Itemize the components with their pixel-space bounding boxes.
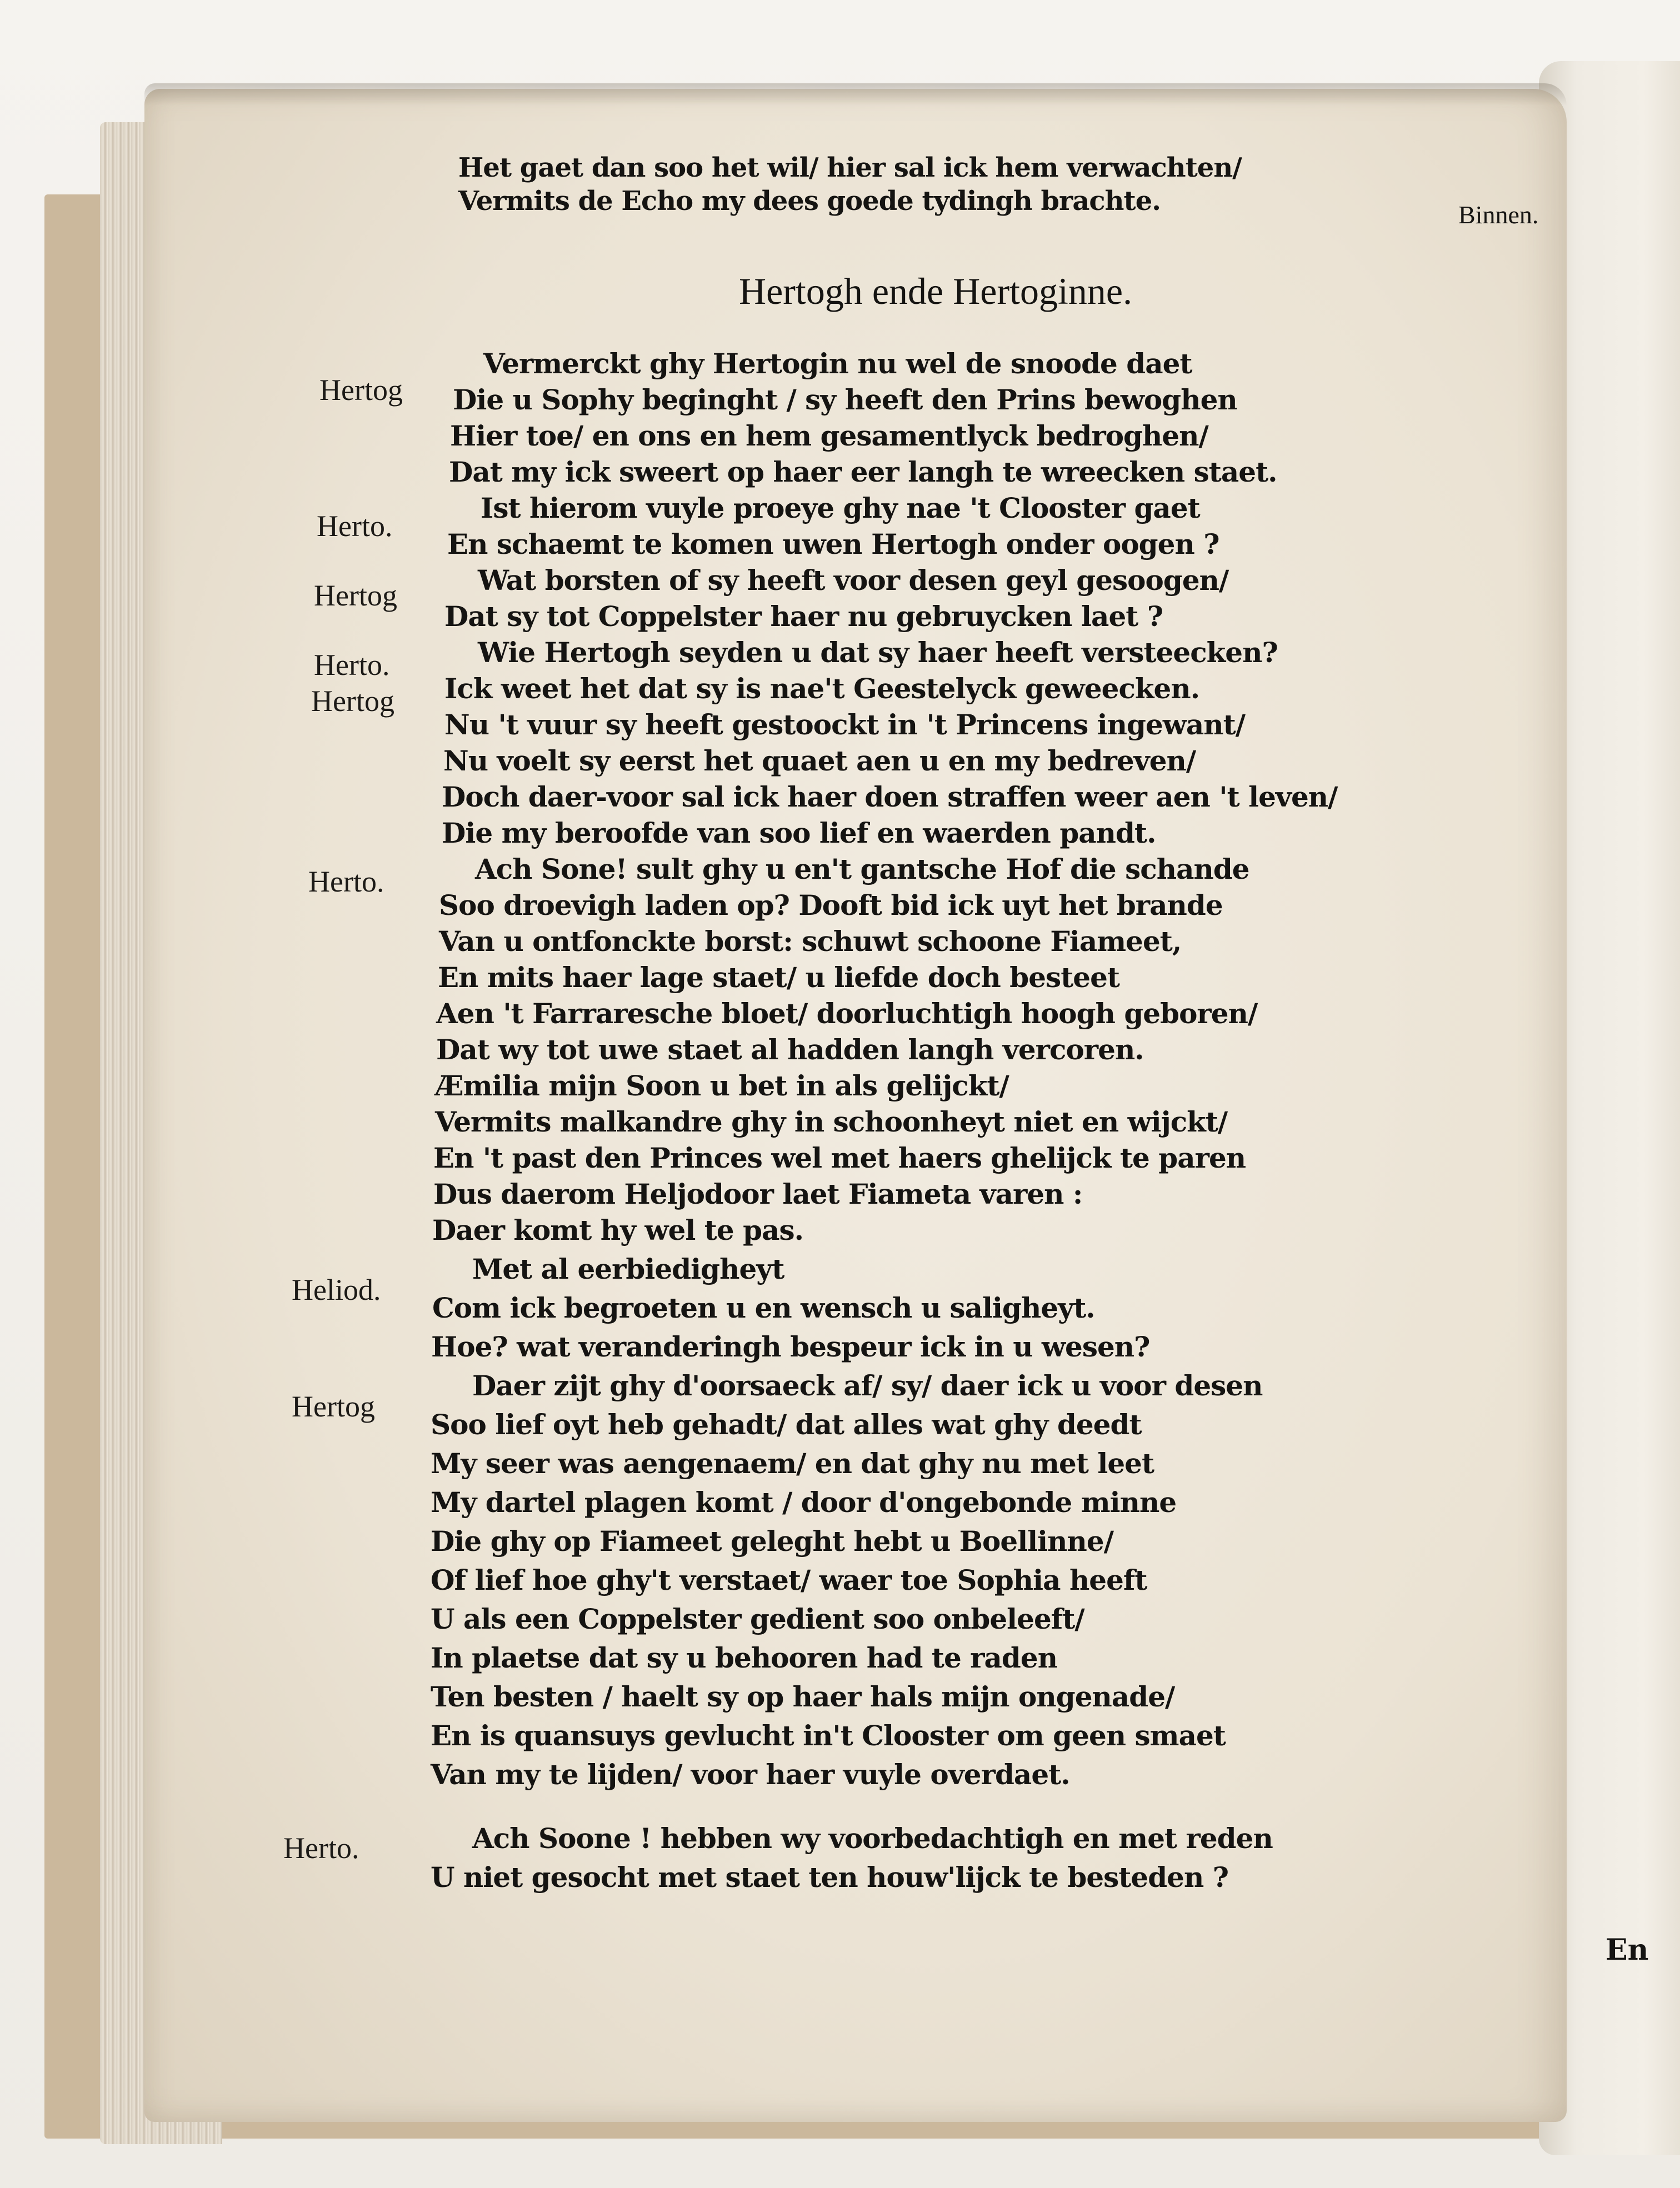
verse-line: U niet gesocht met staet ten houw'lijck te besteden ? [431, 1861, 1229, 1894]
speaker-label: Herto. [283, 1831, 359, 1865]
verse-line: Met al eerbiedigheyt [472, 1253, 784, 1285]
verse-line: Die u Sophy beginght / sy heeft den Prins bewoghen [453, 383, 1237, 416]
speaker-label: Herto. [308, 865, 384, 898]
verse-line: Dat my ick sweert op haer eer langh te wreecken staet. [449, 455, 1277, 488]
page-top-shadow [144, 83, 1567, 106]
verse-line: Dat wy tot uwe staet al hadden langh vercoren. [436, 1033, 1144, 1066]
speaker-label: Hertog [292, 1390, 375, 1423]
verse-line: Daer zijt ghy d'oorsaeck af/ sy/ daer ick u voor desen [472, 1369, 1263, 1402]
verse-line: Hoe? wat veranderingh bespeur ick in u wesen? [431, 1330, 1150, 1363]
verse-line: In plaetse dat sy u behooren had te raden [431, 1641, 1058, 1674]
verse-line: U als een Coppelster gedient soo onbeleeft/ [431, 1603, 1084, 1635]
verse-line: My seer was aengenaem/ en dat ghy nu met leet [431, 1447, 1154, 1480]
verse-line: En mits haer lage staet/ u liefde doch besteet [438, 961, 1120, 994]
scene-heading: Hertogh ende Hertoginne. [739, 270, 1133, 312]
verse-line: Hier toe/ en ons en hem gesamentlyck bedroghen/ [450, 419, 1208, 452]
verse-line: Dus daerom Heljodoor laet Fiameta varen : [433, 1178, 1083, 1210]
verse-line: Nu 't vuur sy heeft gestoockt in 't Princens ingewant/ [444, 708, 1245, 741]
top-line: Vermits de Echo my dees goede tydingh brachte. [458, 186, 1161, 217]
verse-line: Die ghy op Fiameet geleght hebt u Boellinne/ [431, 1525, 1113, 1558]
verse-line: En 't past den Princes wel met haers ghelijck te paren [433, 1141, 1246, 1174]
verse-line: Com ick begroeten u en wensch u saligheyt. [432, 1291, 1095, 1324]
verse-line: Vermits malkandre ghy in schoonheyt niet en wijckt/ [435, 1105, 1228, 1138]
top-line: Het gaet dan soo het wil/ hier sal ick hem verwachten/ [458, 152, 1242, 183]
verse-line: En is quansuys gevlucht in't Clooster om geen smaet [431, 1719, 1226, 1752]
speaker-label: Herto. [314, 648, 390, 682]
speaker-label: Hertog [319, 373, 403, 407]
catchword-top: Binnen. [1458, 201, 1539, 229]
speaker-label: Hertog [311, 684, 394, 718]
verse-line: Daer komt hy wel te pas. [432, 1214, 804, 1246]
verse-line: Die my beroofde van soo lief en waerden pandt. [442, 817, 1156, 849]
verse-line: Dat sy tot Coppelster haer nu gebruycken laet ? [444, 600, 1163, 633]
verse-line: Van my te lijden/ voor haer vuyle overdaet. [431, 1758, 1070, 1791]
catchword-bottom: En [1606, 1933, 1649, 1967]
verse-line: Ach Sone! sult ghy u en't gantsche Hof die schande [475, 853, 1249, 885]
verse-line: Ist hierom vuyle proeye ghy nae 't Clooster gaet [481, 492, 1200, 524]
verse-line: Wie Hertogh seyden u dat sy haer heeft versteecken? [478, 636, 1278, 669]
verse-line: Nu voelt sy eerst het quaet aen u en my bedreven/ [443, 744, 1196, 777]
verse-line: Ten besten / haelt sy op haer hals mijn ongenade/ [431, 1680, 1175, 1713]
verse-line: Ach Soone ! hebben wy voorbedachtigh en met reden [472, 1822, 1273, 1855]
verse-line: Æmilia mijn Soon u bet in als gelijckt/ [435, 1069, 1009, 1102]
verse-line: Doch daer-voor sal ick haer doen straffen weer aen 't leven/ [442, 780, 1338, 813]
speaker-label: Herto. [317, 509, 393, 543]
verse-line: En schaemt te komen uwen Hertogh onder oogen ? [447, 528, 1219, 560]
verse-line: Vermerckt ghy Hertogin nu wel de snoode daet [483, 347, 1192, 380]
verse-line: My dartel plagen komt / door d'ongebonde minne [431, 1486, 1177, 1519]
verse-line: Soo droevigh laden op? Dooft bid ick uyt het brande [439, 889, 1223, 922]
speaker-label: Heliod. [292, 1273, 381, 1306]
verse-line: Soo lief oyt heb gehadt/ dat alles wat ghy deedt [431, 1408, 1142, 1441]
verse-line: Wat borsten of sy heeft voor desen geyl gesoogen/ [478, 564, 1229, 597]
verse-line: Of lief hoe ghy't verstaet/ waer toe Sophia heeft [431, 1564, 1147, 1596]
speaker-label: Hertog [314, 579, 397, 612]
verse-line: Van u ontfonckte borst: schuwt schoone Fiameet, [439, 925, 1182, 958]
verse-line: Aen 't Farraresche bloet/ doorluchtigh hoogh geboren/ [436, 997, 1258, 1030]
verse-line: Ick weet het dat sy is nae't Geestelyck geweecken. [444, 672, 1200, 705]
